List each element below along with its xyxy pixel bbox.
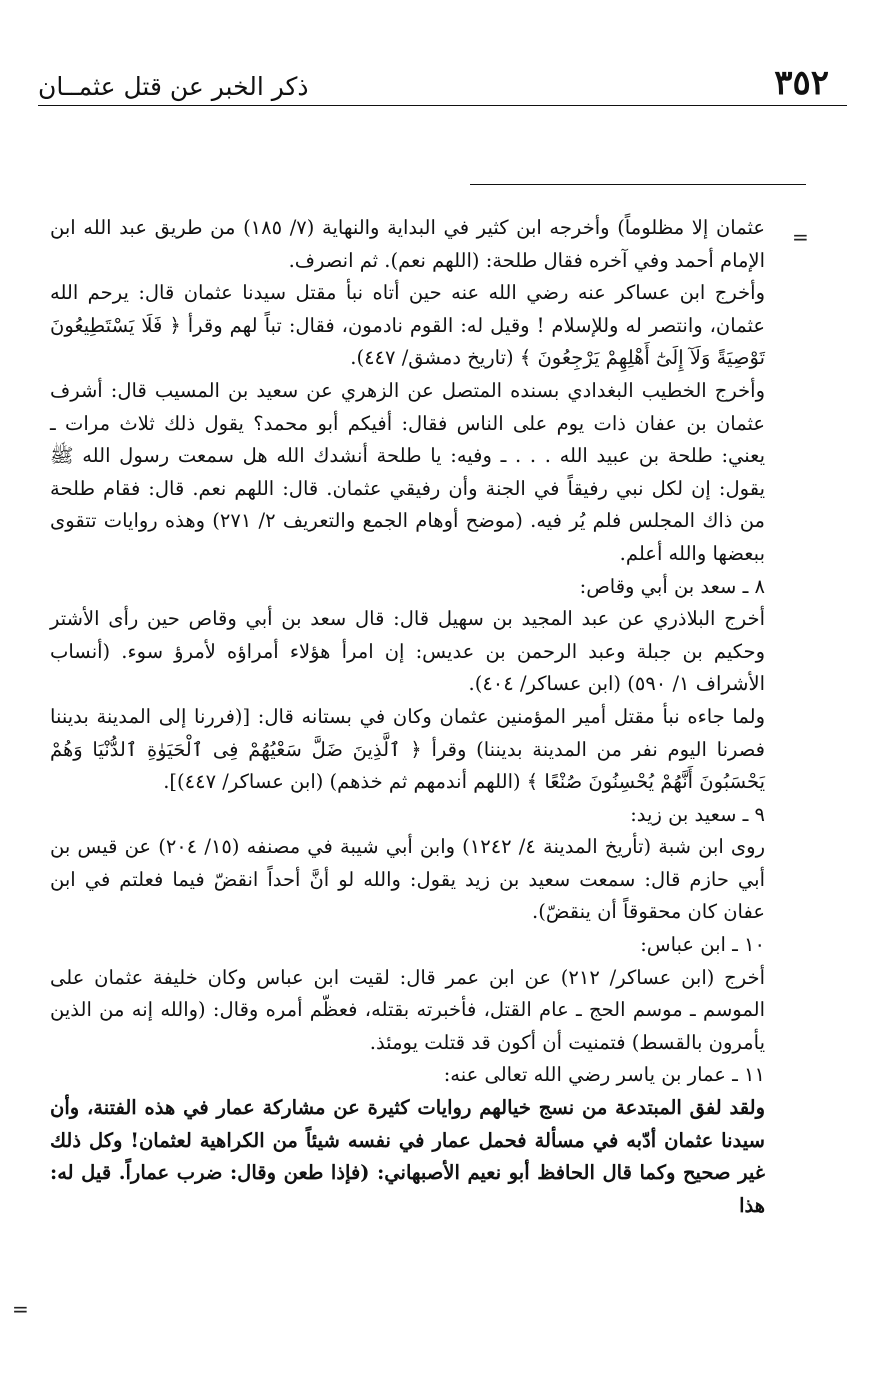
- heading-saad-ibn-abi-waqqas: ٨ ـ سعد بن أبي وقاص:: [579, 574, 765, 598]
- paragraph-khatib-baghdadi: وأخرج الخطيب البغدادي بسنده المتصل عن الزهري عن سعيد بن المسيب قال: أشرف عثمان بن عفان ذات يوم على الناس فقال: أفيكم أبو محمد؟ يقول ذلك ثلاث مرات ـ يعني: طلحة بن عبيد الله . . . ـ وفيه: يا طلحة أنشدك الله هل سمعت رسول الله ﷺ يقول: إن لكل نبي رفيقاً في الجنة وأن رفيقي عثمان. قال: اللهم نعم. قال: فقام طلحة من ذاك المجلس فلم يُر فيه. (موضح أوهام الجمع والتعريف ٢/ ٢٧١) وهذه روايات تتقوى ببعضها والله أعلم.: [50, 378, 765, 565]
- running-head: [38, 60, 847, 106]
- header-rule: [38, 105, 847, 106]
- footnote-separator: [470, 184, 806, 185]
- footnote-body: [50, 212, 765, 1222]
- page-number: ٣٥٢: [774, 63, 829, 103]
- paragraph-abu-muhammad-ending: عثمان إلا مظلوماً) وأخرجه ابن كثير في البداية والنهاية (٧/ ١٨٥) من طريق عبد الله ابن الإمام أحمد وفي آخره فقال طلحة: (اللهم نعم). ثم انصرف.: [50, 216, 765, 272]
- paragraph-orchard-news: ولما جاءه نبأ مقتل أمير المؤمنين عثمان وكان في بستانه قال: [(فررنا إلى المدينة بديننا فصرنا اليوم نفر من المدينة بديننا) وقرأ ﴿ ٱلَّذِينَ ضَلَّ سَعْيُهُمْ فِى ٱلْحَيَوٰةِ ٱلدُّنْيَا وَهُمْ يَحْسَبُونَ أَنَّهُمْ يُحْسِنُونَ صُنْعًا ﴾ (اللهم أندمهم ثم خذهم) (ابن عساكر/ ٤٤٧)].: [50, 704, 765, 794]
- paragraph-ammar-fabrications: ولقد لفق المبتدعة من نسج خيالهم روايات كثيرة عن مشاركة عمار في هذه الفتنة، وأن سيدنا عثمان أدّبه في مسألة فحمل عمار في نفسه شيئاً من الكراهية لعثمان! وكل ذلك غير صحيح وكما قال الحافظ أبو نعيم الأصبهاني: (فإذا طعن وقال: ضرب عماراً. قيل له: هذا: [50, 1096, 765, 1217]
- heading-said-ibn-zayd: ٩ ـ سعيد بن زيد:: [630, 802, 765, 826]
- paragraph-baladhuri: أخرج البلاذري عن عبد المجيد بن سهيل قال: قال سعد بن أبي وقاص حين رأى الأشتر وحكيم بن جبلة وعبد الرحمن بن عديس: إن امرأ هؤلاء أمراؤه لأمرؤ سوء. (أنساب الأشراف ١/ ٥٩٠) (ابن عساكر/ ٤٠٤).: [50, 607, 765, 696]
- heading-ibn-abbas: ١٠ ـ ابن عباس:: [640, 933, 765, 957]
- paragraph-ibn-asakir: وأخرج ابن عساكر عنه رضي الله عنه حين أتاه نبأ مقتل سيدنا عثمان قال: يرحم الله عثمان، وانتصر له وللإسلام ! وقيل له: القوم نادمون، فقال: تباً لهم وقرأ ﴿ فَلَا يَسْتَطِيعُونَ تَوْصِيَةً وَلَآ إِلَىٰٓ أَهْلِهِمْ يَرْجِعُونَ ﴾ (تاريخ دمشق/ ٤٤٧).: [50, 281, 765, 370]
- continuation-mark-start: =: [792, 225, 809, 249]
- heading-ammar-ibn-yasir: ١١ ـ عمار بن ياسر رضي الله تعالى عنه:: [443, 1063, 765, 1087]
- paragraph-ibn-shabba: روى ابن شبة (تأريخ المدينة ٤/ ١٢٤٢) وابن أبي شيبة في مصنفه (١٥/ ٢٠٤) عن قيس بن أبي حازم قال: سمعت سعيد بن زيد يقول: والله لو أنَّ أحداً انقضّ فيما فعلتم في ابن عفان كان محقوقاً أن ينقضّ).: [50, 835, 765, 924]
- chapter-title: ذكر الخبر عن قتل عثمــان: [38, 72, 309, 101]
- continuation-mark-end: =: [12, 1297, 29, 1321]
- paragraph-ibn-umar: أخرج (ابن عساكر/ ٢١٢) عن ابن عمر قال: لقيت ابن عباس وكان خليفة عثمان على الموسم ـ موسم الحج ـ عام القتل، فأخبرته بقتله، فعظّم أمره وقال: (والله إنه من الذين يأمرون بالقسط) فتمنيت أن أكون قد قتلت يومئذ.: [50, 965, 766, 1054]
